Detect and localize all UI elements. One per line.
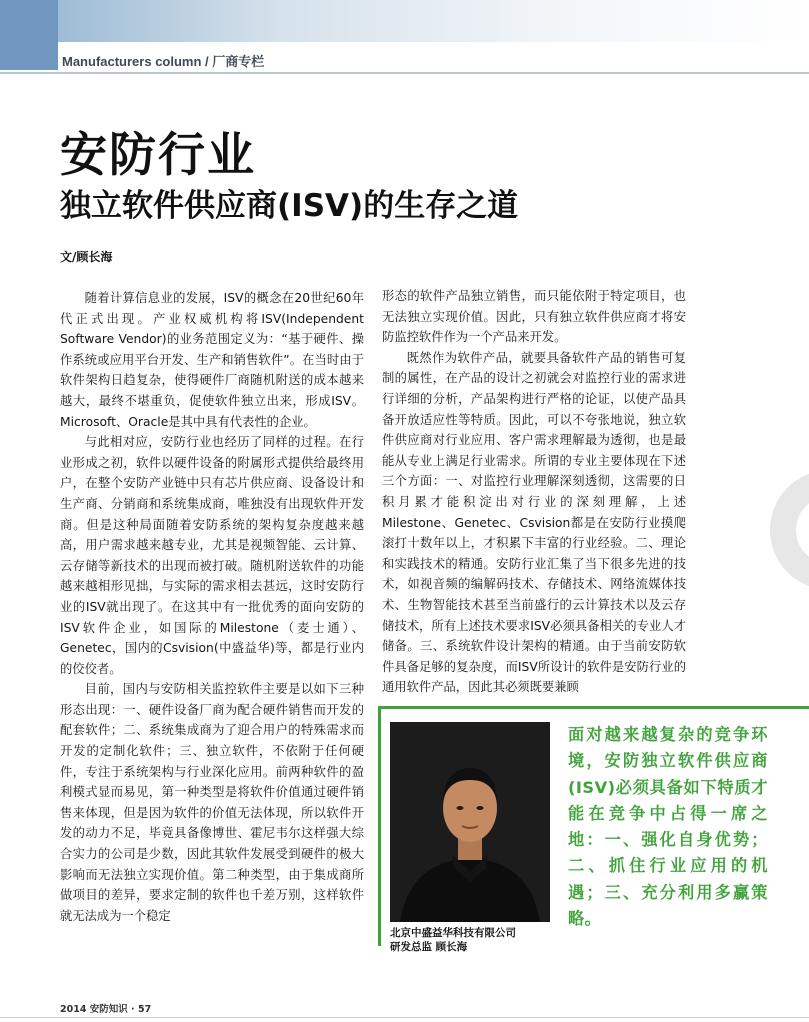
page-footer: 2014 安防知识 · 57 (60, 1004, 152, 1015)
header-side-block (0, 0, 58, 70)
header-divider (0, 72, 809, 74)
caption-company: 北京中盛益华科技有限公司 (390, 927, 516, 939)
portrait-illustration (390, 722, 550, 922)
article-subtitle: 独立软件供应商(ISV)的生存之道 (60, 188, 519, 224)
header-band (0, 0, 809, 42)
paragraph: 形态的软件产品独立销售，而只能依附于特定项目，也无法独立实现价值。因此，只有独立软件供应商才将安防监控软件作为一个产品来开发。 (382, 289, 686, 345)
author-photo (390, 722, 550, 922)
paragraph: 目前，国内与安防相关监控软件主要是以如下三种形态出现：一、硬件设备厂商为配合硬件销售而开发的配套软件；二、系统集成商为了迎合用户的特殊需求而开发的定制化软件；三、独立软件，不依附于任何硬件，专注于系统架构与行业深化应用。前两种软件的盈利模式显而易见，第一种类型是将软件价值通过硬件销售来体现，但是因为软件的价值无法体现，所以软件开发的动力不足，毕竟具备像博世、霍尼韦尔这样强大综合实力的公司是少数，因此其软件发展受到硬件的极大影响而无法独立实现价值。第二种类型，由于集成商所做项目的差异，要求定制的软件也千差万别，这样软件就无法成为一个稳定 (60, 682, 364, 923)
photo-caption (390, 926, 516, 954)
paragraph: 随着计算信息业的发展，ISV的概念在20世纪60年代正式出现。产业权威机构将ISV(Independent Software Vendor)的业务范围定义为：“基于硬件、操作系统或应用平台开发、生产和销售软件”。在当时由于软件架构日趋复杂，使得硬件厂商随机附送的成本越来越大，最终不堪重负，促使软件独立出来，形成ISV。Microsoft、Oracle是其中具有代表性的企业。 (60, 291, 364, 429)
watermark-logo (770, 470, 809, 590)
caption-person: 研发总监 顾长海 (390, 941, 468, 953)
right-column (382, 286, 686, 698)
article-title: 安防行业 (60, 128, 256, 183)
section-label: Manufacturers column / 厂商专栏 (62, 54, 265, 69)
paragraph: 既然作为软件产品，就要具备软件产品的销售可复制的属性，在产品的设计之初就会对监控行业的需求进行详细的分析，产品架构进行严格的论证，以使产品具备开放适应性等特质。因此，可以不夸张地说，独立软件供应商对行业应用、客户需求理解最为透彻，也是最能从专业上满足行业需求。所谓的专业主要体现在下述三个方面：一、对监控行业理解深刻透彻，这需要的日积月累才能积淀出对行业的深刻理解，上述Milestone、Genetec、Csvision都是在安防行业摸爬滚打十数年以上，才积累下丰富的行业经验。二、理论和实践技术的精通。安防行业汇集了当下很多先进的技术，如视音频的编解码技术、存储技术、网络流媒体技术、生物智能技术甚至当前盛行的云计算技术以及云存储技术，所有上述技术要求ISV必须具备相关的专业人才储备。三、系统软件设计架构的精通。由于当前安防软件具备足够的复杂度，而ISV所设计的软件是安防行业的通用软件产品，因此其必须既要兼顾 (382, 350, 686, 695)
footer-divider (0, 1017, 809, 1018)
pull-quote: 面对越来越复杂的竞争环境，安防独立软件供应商(ISV)必须具备如下特质才能在竞争中占得一席之地：一、强化自身优势；二、抓住行业应用的机遇；三、充分利用多赢策略。 (568, 725, 768, 929)
left-column (60, 288, 364, 926)
byline: 文/顾长海 (60, 250, 113, 264)
paragraph: 与此相对应，安防行业也经历了同样的过程。在行业形成之初，软件以硬件设备的附属形式提供给最终用户，在整个安防产业链中只有芯片供应商、设备设计和生产商、分销商和系统集成商，唯独没有出现软件开发商。但是这种局面随着安防系统的架构复杂度越来越高，用户需求越来越专业，尤其是视频智能、云计算、云存储等新技术的出现而被打破。随机附送软件的功能越来越相形见拙，与实际的需求相去甚远，这时安防行业的ISV就出现了。在这其中有一批优秀的面向安防的ISV软件企业，如国际的Milestone（麦士通）、Genetec，国内的Csvision(中盛益华)等，都是行业内的佼佼者。 (60, 435, 364, 676)
